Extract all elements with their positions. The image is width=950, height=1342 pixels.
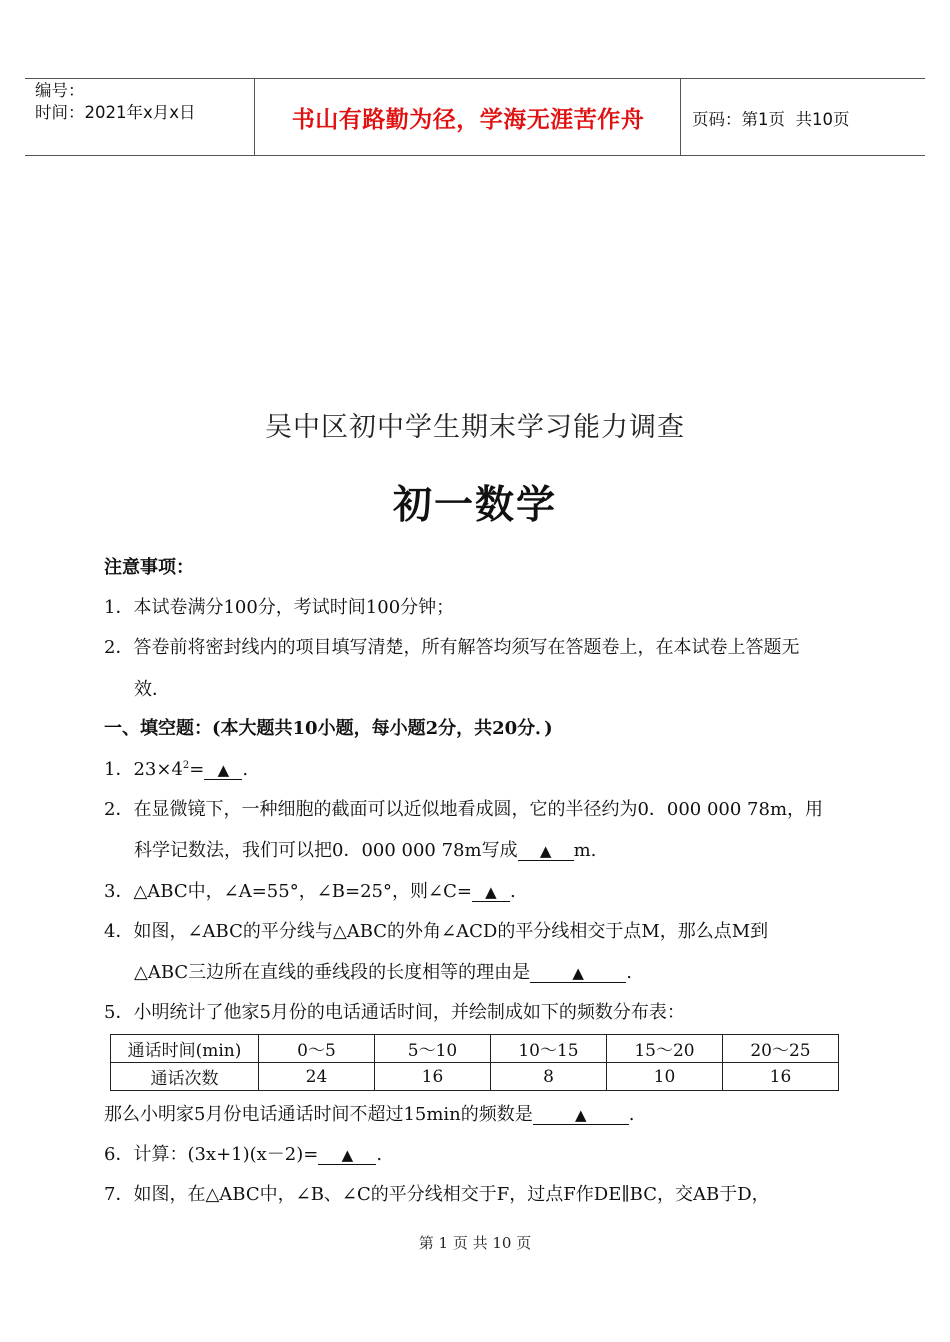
table-cell: 通话时间(min) — [111, 1035, 259, 1063]
question-3 — [104, 877, 516, 903]
table-cell: 通话次数 — [111, 1063, 259, 1091]
answer-blank — [530, 964, 626, 983]
q1-exponent: 2 — [182, 760, 190, 771]
question-2-line-2 — [134, 836, 596, 862]
question-4-line-1: 4．如图，∠ABC的平分线与△ABC的外角∠ACD的平分线相交于点M，那么点M到 — [104, 921, 769, 942]
header-page-info: 页码：第1页 共10页 — [692, 110, 850, 129]
notes-item-1: 1．本试卷满分100分，考试时间100分钟； — [104, 597, 455, 618]
question-6 — [104, 1140, 382, 1166]
table-cell: 20～25 — [723, 1035, 839, 1063]
blank-triangle-icon: ▲ — [485, 883, 497, 901]
question-2-line-1: 2．在显微镜下，一种细胞的截面可以近似地看成圆，它的半径约为0．000 000 78m，用 — [104, 799, 824, 820]
exam-subtitle: 初一数学 — [392, 482, 557, 528]
table-cell: 8 — [491, 1063, 607, 1091]
q3-end: . — [509, 881, 516, 902]
notes-heading: 注意事项： — [104, 557, 194, 578]
q1-text: 1．23×4 — [104, 759, 183, 780]
question-5-after-table — [104, 1100, 635, 1126]
table-cell: 5～10 — [375, 1035, 491, 1063]
table-cell: 15～20 — [607, 1035, 723, 1063]
answer-blank — [472, 883, 510, 902]
header-motto: 书山有路勤为径，学海无涯苦作舟 — [291, 107, 645, 133]
section-heading: 一、填空题：(本大题共10小题，每小题2分，共20分．) — [104, 718, 553, 739]
q2-end: m. — [573, 840, 597, 861]
q1-equals: = — [189, 759, 205, 780]
q1-end: . — [242, 759, 249, 780]
exam-title: 吴中区初中学生期末学习能力调查 — [265, 412, 685, 443]
table-cell: 10 — [607, 1063, 723, 1091]
answer-blank — [533, 1106, 629, 1125]
q5-text: 那么小明家5月份电话通话时间不超过15min的频数是 — [104, 1104, 533, 1125]
table-cell: 16 — [375, 1063, 491, 1091]
question-1 — [104, 755, 248, 781]
question-4-line-2 — [134, 958, 632, 984]
q4-text: △ABC三边所在直线的垂线段的长度相等的理由是 — [134, 962, 531, 983]
header-top-rule — [25, 78, 925, 79]
header-bottom-rule — [25, 155, 925, 156]
blank-triangle-icon: ▲ — [341, 1146, 354, 1164]
q2-text: 科学记数法，我们可以把0．000 000 78m写成 — [134, 840, 518, 861]
table-cell: 16 — [723, 1063, 839, 1091]
blank-triangle-icon: ▲ — [539, 842, 552, 860]
table-header-row — [111, 1035, 839, 1063]
notes-item-2-line-2: 效． — [134, 679, 170, 700]
table-cell: 24 — [259, 1063, 375, 1091]
q4-end: . — [626, 962, 632, 983]
blank-triangle-icon: ▲ — [575, 1106, 587, 1124]
q5-end: . — [628, 1104, 635, 1125]
frequency-table — [110, 1034, 839, 1091]
header-meta — [35, 80, 196, 124]
q3-text: 3．△ABC中，∠A=55°，∠B=25°，则∠C= — [104, 881, 472, 902]
header-number-label: 编号： — [35, 81, 85, 100]
table-cell: 0～5 — [259, 1035, 375, 1063]
notes-item-2-line-1: 2．答卷前将密封线内的项目填写清楚，所有解答均须写在答题卷上，在本试卷上答题无 — [104, 637, 800, 658]
q6-end: . — [376, 1144, 383, 1165]
page-footer: 第 1 页 共 10 页 — [418, 1234, 532, 1252]
blank-triangle-icon: ▲ — [572, 964, 584, 982]
table-row — [111, 1063, 839, 1091]
table-cell: 10～15 — [491, 1035, 607, 1063]
blank-triangle-icon: ▲ — [217, 761, 230, 779]
answer-blank — [204, 761, 242, 780]
q6-text: 6．计算：(3x+1)(x－2)= — [104, 1144, 319, 1165]
answer-blank — [318, 1146, 376, 1165]
header-time-label: 时间：2021年x月x日 — [35, 103, 196, 122]
header-divider-right — [680, 78, 681, 155]
question-5-line-1: 5．小明统计了他家5月份的电话通话时间，并绘制成如下的频数分布表： — [104, 1002, 685, 1023]
header-divider-left — [254, 78, 255, 155]
question-7-line-1: 7．如图，在△ABC中，∠B、∠C的平分线相交于F，过点F作DE∥BC，交AB于D， — [104, 1184, 770, 1205]
answer-blank — [518, 842, 574, 861]
